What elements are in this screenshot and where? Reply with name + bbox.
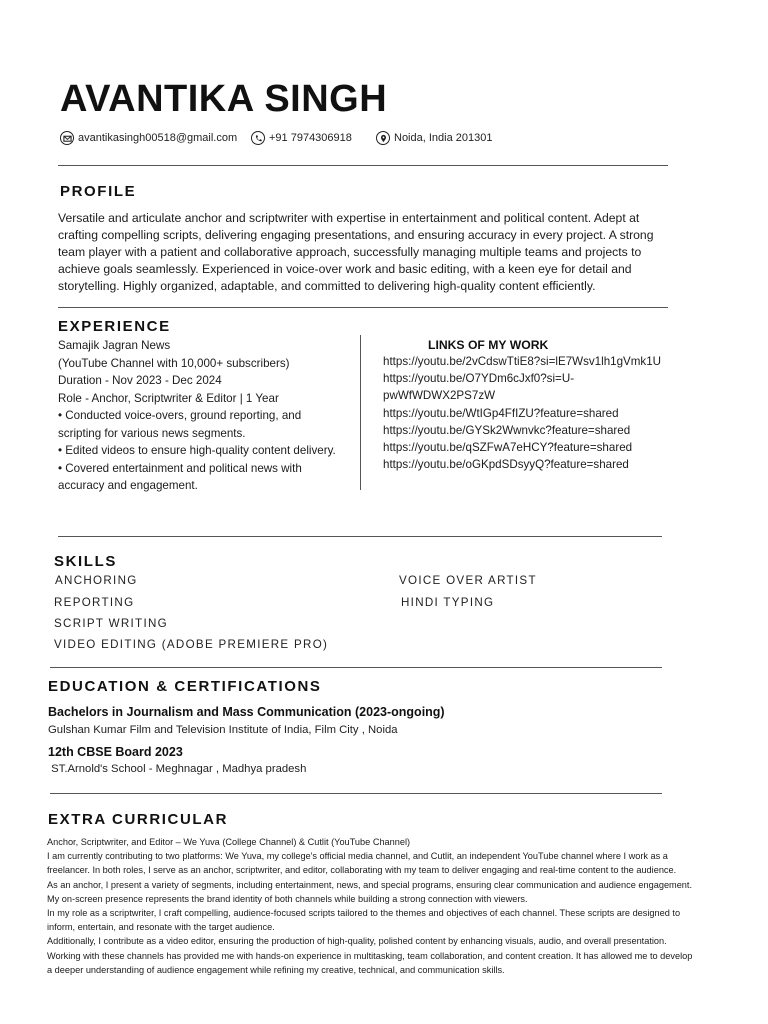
work-link[interactable]: https://youtu.be/WtIGp4FfIZU?feature=shared bbox=[383, 406, 619, 420]
phone-text: +91 7974306918 bbox=[269, 132, 352, 144]
skill-item: VOICE OVER ARTIST bbox=[399, 574, 537, 587]
degree-institute: Gulshan Kumar Film and Television Institute of India, Film City , Noida bbox=[48, 724, 398, 736]
column-divider bbox=[360, 335, 361, 490]
extra-text bbox=[47, 835, 692, 977]
candidate-name: AVANTIKA SINGH bbox=[60, 78, 388, 120]
profile-heading: PROFILE bbox=[60, 183, 137, 200]
email-icon bbox=[60, 131, 74, 145]
profile-line: storytelling. Highly organized, adaptable, and committed to delivering high-quality content efficiently. bbox=[58, 278, 596, 293]
extra-line: inform, entertain, and resonate with the target audience. bbox=[47, 922, 275, 933]
experience-details bbox=[58, 337, 336, 495]
extra-line: As an anchor, I present a variety of segments, including entertainment, news, and special programs, ensuring clear communication and audience engagement. bbox=[47, 879, 693, 890]
links-heading: LINKS OF MY WORK bbox=[428, 338, 549, 352]
profile-line: crafting compelling scripts, delivering engaging presentations, and ensuring accuracy in every project. A strong bbox=[58, 227, 654, 242]
profile-line: Versatile and articulate anchor and scriptwriter with expertise in entertainment and political content. Adept at bbox=[58, 211, 640, 225]
divider bbox=[58, 307, 668, 308]
profile-text bbox=[58, 210, 688, 295]
experience-line: • Covered entertainment and political news with bbox=[58, 461, 302, 475]
skill-item: VIDEO EDITING (ADOBE PREMIERE PRO) bbox=[54, 638, 329, 651]
experience-line: • Conducted voice-overs, ground reporting, and bbox=[58, 409, 302, 422]
experience-line: accuracy and engagement. bbox=[58, 479, 198, 492]
skill-item: ANCHORING bbox=[55, 574, 138, 587]
contact-email bbox=[60, 130, 237, 146]
experience-line: Samajik Jagran News bbox=[58, 339, 171, 352]
skill-item: HINDI TYPING bbox=[401, 596, 495, 609]
skills-heading: SKILLS bbox=[54, 553, 117, 570]
work-links bbox=[383, 353, 661, 473]
divider bbox=[58, 165, 668, 166]
extra-line: Additionally, I contribute as a video editor, ensuring the production of high-quality, polished content by enhancing visuals, audio, and overall presentation. bbox=[47, 936, 667, 947]
experience-line: • Edited videos to ensure high-quality content delivery. bbox=[58, 444, 336, 457]
extra-line: My on-screen presence represents the brand identity of both channels while building a strong connection with viewers. bbox=[47, 893, 528, 904]
divider bbox=[50, 667, 662, 668]
work-link[interactable]: https://youtu.be/oGKpdSDsyyQ?feature=shared bbox=[383, 458, 629, 472]
skill-item: SCRIPT WRITING bbox=[54, 617, 168, 630]
divider bbox=[50, 793, 662, 794]
school-name: ST.Arnold's School - Meghnagar , Madhya pradesh bbox=[48, 763, 307, 775]
work-link[interactable]: https://youtu.be/qSZFwA7eHCY?feature=shared bbox=[383, 441, 633, 455]
extra-line: In my role as a scriptwriter, I craft compelling, audience-focused scripts tailored to the themes and objectives of each channel. These scripts are designed to bbox=[47, 908, 681, 919]
experience-line: scripting for various news segments. bbox=[58, 426, 246, 440]
extra-heading: EXTRA CURRICULAR bbox=[48, 811, 229, 828]
email-text: avantikasingh00518@gmail.com bbox=[78, 132, 238, 144]
location-text: Noida, India 201301 bbox=[394, 132, 493, 144]
experience-line: (YouTube Channel with 10,000+ subscribers) bbox=[58, 356, 290, 370]
profile-line: team player with a patient and collaborative approach, successfully managing multiple teams and projects to bbox=[58, 244, 642, 259]
extra-line: freelancer. In both roles, I serve as an anchor, scriptwriter, and editor, collaborating with my team to deliver engaging and real-time content to the audience. bbox=[47, 865, 677, 876]
work-link[interactable]: pwWfWDWX2PS7zW bbox=[383, 389, 496, 403]
experience-line: Role - Anchor, Scriptwriter & Editor | 1 Year bbox=[58, 391, 279, 405]
school-title: 12th CBSE Board 2023 bbox=[48, 745, 183, 759]
work-link[interactable]: https://youtu.be/2vCdswTtiE8?si=lE7Wsv1lh1gVmk1U bbox=[383, 355, 662, 368]
extra-line: Anchor, Scriptwriter, and Editor – We Yuva (College Channel) & Cutlit (YouTube Channel) bbox=[47, 837, 411, 847]
profile-line: achieve goals seamlessly. Experienced in voice-over work and basic editing, with a keen eye for detail and bbox=[58, 261, 632, 276]
extra-line: a deeper understanding of audience engagement while refining my creative, technical, and communication skills. bbox=[47, 964, 505, 975]
contact-location bbox=[376, 130, 492, 146]
extra-line: I am currently contributing to two platforms: We Yuva, my college's official media channel, and Cutlit, an independent YouTube channel where I work as a bbox=[47, 851, 668, 862]
degree-title: Bachelors in Journalism and Mass Communication (2023-ongoing) bbox=[48, 705, 445, 719]
phone-icon bbox=[251, 131, 265, 145]
location-pin-icon bbox=[376, 131, 390, 145]
experience-line: Duration - Nov 2023 - Dec 2024 bbox=[58, 374, 222, 387]
experience-heading: EXPERIENCE bbox=[58, 318, 171, 335]
education-heading: EDUCATION & CERTIFICATIONS bbox=[48, 678, 322, 695]
work-link[interactable]: https://youtu.be/GYSk2Wwnvkc?feature=shared bbox=[383, 423, 631, 437]
extra-line: Working with these channels has provided me with hands-on experience in multitasking, team collaboration, and content creation. It has allowed me to develop bbox=[47, 950, 693, 961]
work-link[interactable]: https://youtu.be/O7YDm6cJxf0?si=U- bbox=[383, 372, 575, 386]
skill-item: REPORTING bbox=[54, 596, 135, 609]
contact-phone bbox=[251, 130, 352, 146]
divider bbox=[58, 536, 662, 537]
